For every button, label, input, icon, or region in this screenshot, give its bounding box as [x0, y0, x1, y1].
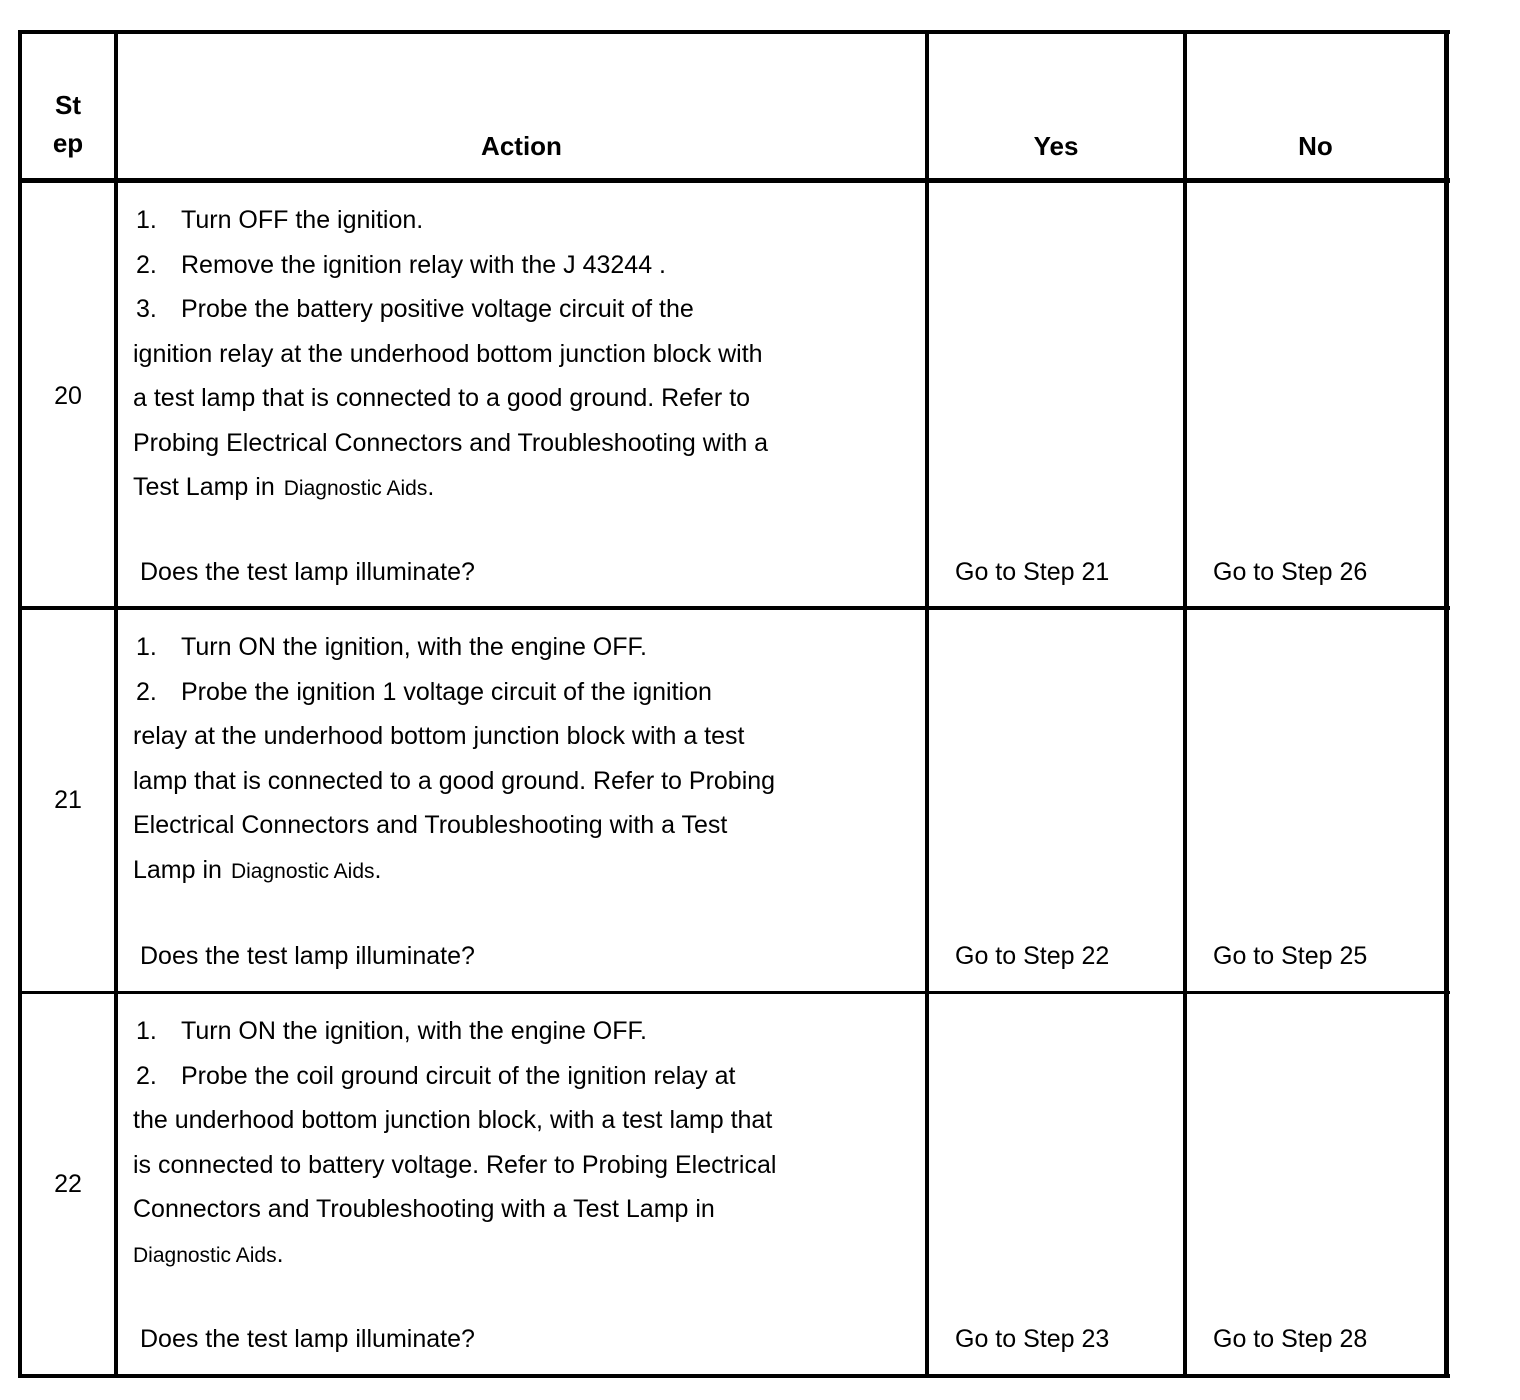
- action-line: [136, 670, 712, 714]
- action-line: [133, 376, 750, 420]
- action-text: Turn ON the ignition, with the engine OFF.: [181, 633, 647, 661]
- action-text: Turn OFF the ignition.: [181, 206, 424, 234]
- header-action: Action: [481, 131, 562, 161]
- rule-bottom: [18, 1374, 1450, 1378]
- no-result: Go to Step 28: [1213, 1325, 1368, 1353]
- action-line: [133, 803, 727, 847]
- action-line: [133, 1232, 284, 1278]
- rule-step-action: [114, 30, 118, 1378]
- rule-action-yes: [925, 30, 929, 1378]
- rule-row-21-bottom: [18, 991, 1450, 994]
- action-text: Probing Electrical Connectors and Troubleshooting with a: [133, 428, 769, 457]
- action-text: Probe the ignition 1 voltage circuit of the ignition: [181, 677, 712, 706]
- action-text: Connectors and Troubleshooting with a Test Lamp in: [133, 1195, 715, 1223]
- action-line: [133, 1098, 772, 1142]
- yes-result: Go to Step 21: [955, 558, 1110, 586]
- action-question: Does the test lamp illuminate?: [140, 942, 475, 970]
- action-line: [133, 1143, 776, 1187]
- step-number: 22: [54, 1170, 82, 1198]
- action-line: [136, 198, 423, 242]
- action-line: [133, 848, 381, 894]
- action-text: Remove the ignition relay with the J 43244 .: [181, 250, 666, 279]
- action-line: [136, 1009, 647, 1053]
- action-line: [136, 625, 647, 669]
- no-result: Go to Step 26: [1213, 558, 1368, 586]
- action-line: [136, 243, 666, 287]
- step-list-number: 2.: [136, 250, 157, 279]
- diagnostic-aids-reference: Diagnostic Aids: [283, 477, 428, 500]
- action-text: the underhood bottom junction block, with a test lamp that: [133, 1106, 773, 1134]
- step-list-number: 2.: [136, 1061, 157, 1090]
- header-no: No: [1298, 131, 1333, 161]
- action-text: relay at the underhood bottom junction block with a test: [133, 722, 745, 750]
- action-text: Probe the coil ground circuit of the ignition relay at: [181, 1061, 736, 1090]
- action-line: [133, 421, 768, 465]
- no-result: Go to Step 25: [1213, 942, 1368, 970]
- action-line: [133, 759, 775, 803]
- step-list-number: 1.: [136, 633, 157, 661]
- step-list-number: 1.: [136, 1017, 157, 1045]
- step-list-number: 1.: [136, 206, 157, 234]
- line-end-punctuation: .: [276, 1239, 284, 1268]
- line-end-punctuation: .: [427, 473, 435, 501]
- step-list-number: 3.: [136, 295, 157, 323]
- header-step-line1: St: [55, 90, 81, 120]
- action-text: is connected to battery voltage. Refer to Probing Electrical: [133, 1150, 777, 1179]
- action-question: Does the test lamp illuminate?: [140, 558, 475, 586]
- action-line: [133, 1187, 715, 1231]
- step-number: 21: [54, 786, 82, 814]
- action-question: Does the test lamp illuminate?: [140, 1325, 475, 1353]
- rule-row-20-bottom: [18, 606, 1450, 610]
- action-text: Probe the battery positive voltage circuit of the: [181, 295, 694, 323]
- rule-top: [18, 30, 1450, 34]
- header-yes: Yes: [1033, 131, 1079, 161]
- action-line: [136, 1054, 735, 1098]
- action-text: Test Lamp in: [133, 473, 275, 501]
- diagnostic-aids-reference: Diagnostic Aids: [133, 1243, 277, 1267]
- header-step-line2: ep: [52, 128, 84, 158]
- diagnostic-aids-reference: Diagnostic Aids: [230, 859, 375, 883]
- rule-right: [1444, 30, 1449, 1378]
- action-text: lamp that is connected to a good ground. Refer to Probing: [133, 766, 776, 795]
- rule-header-bottom: [18, 178, 1450, 183]
- action-text: a test lamp that is connected to a good ground. Refer to: [133, 384, 751, 412]
- action-text: Turn ON the ignition, with the engine OFF.: [181, 1017, 647, 1045]
- header-step: [22, 86, 114, 162]
- action-line: [136, 287, 694, 331]
- yes-result: Go to Step 22: [955, 942, 1110, 970]
- rule-yes-no: [1183, 30, 1187, 1378]
- action-text: Lamp in: [133, 855, 222, 884]
- action-line: [133, 465, 434, 511]
- yes-result: Go to Step 23: [955, 1325, 1110, 1353]
- action-line: [133, 332, 763, 376]
- action-text: ignition relay at the underhood bottom junction block with: [133, 339, 763, 368]
- line-end-punctuation: .: [374, 855, 382, 884]
- action-line: [133, 714, 744, 758]
- step-number: 20: [54, 382, 82, 410]
- action-text: Electrical Connectors and Troubleshooting with a Test: [133, 811, 728, 839]
- step-list-number: 2.: [136, 677, 157, 706]
